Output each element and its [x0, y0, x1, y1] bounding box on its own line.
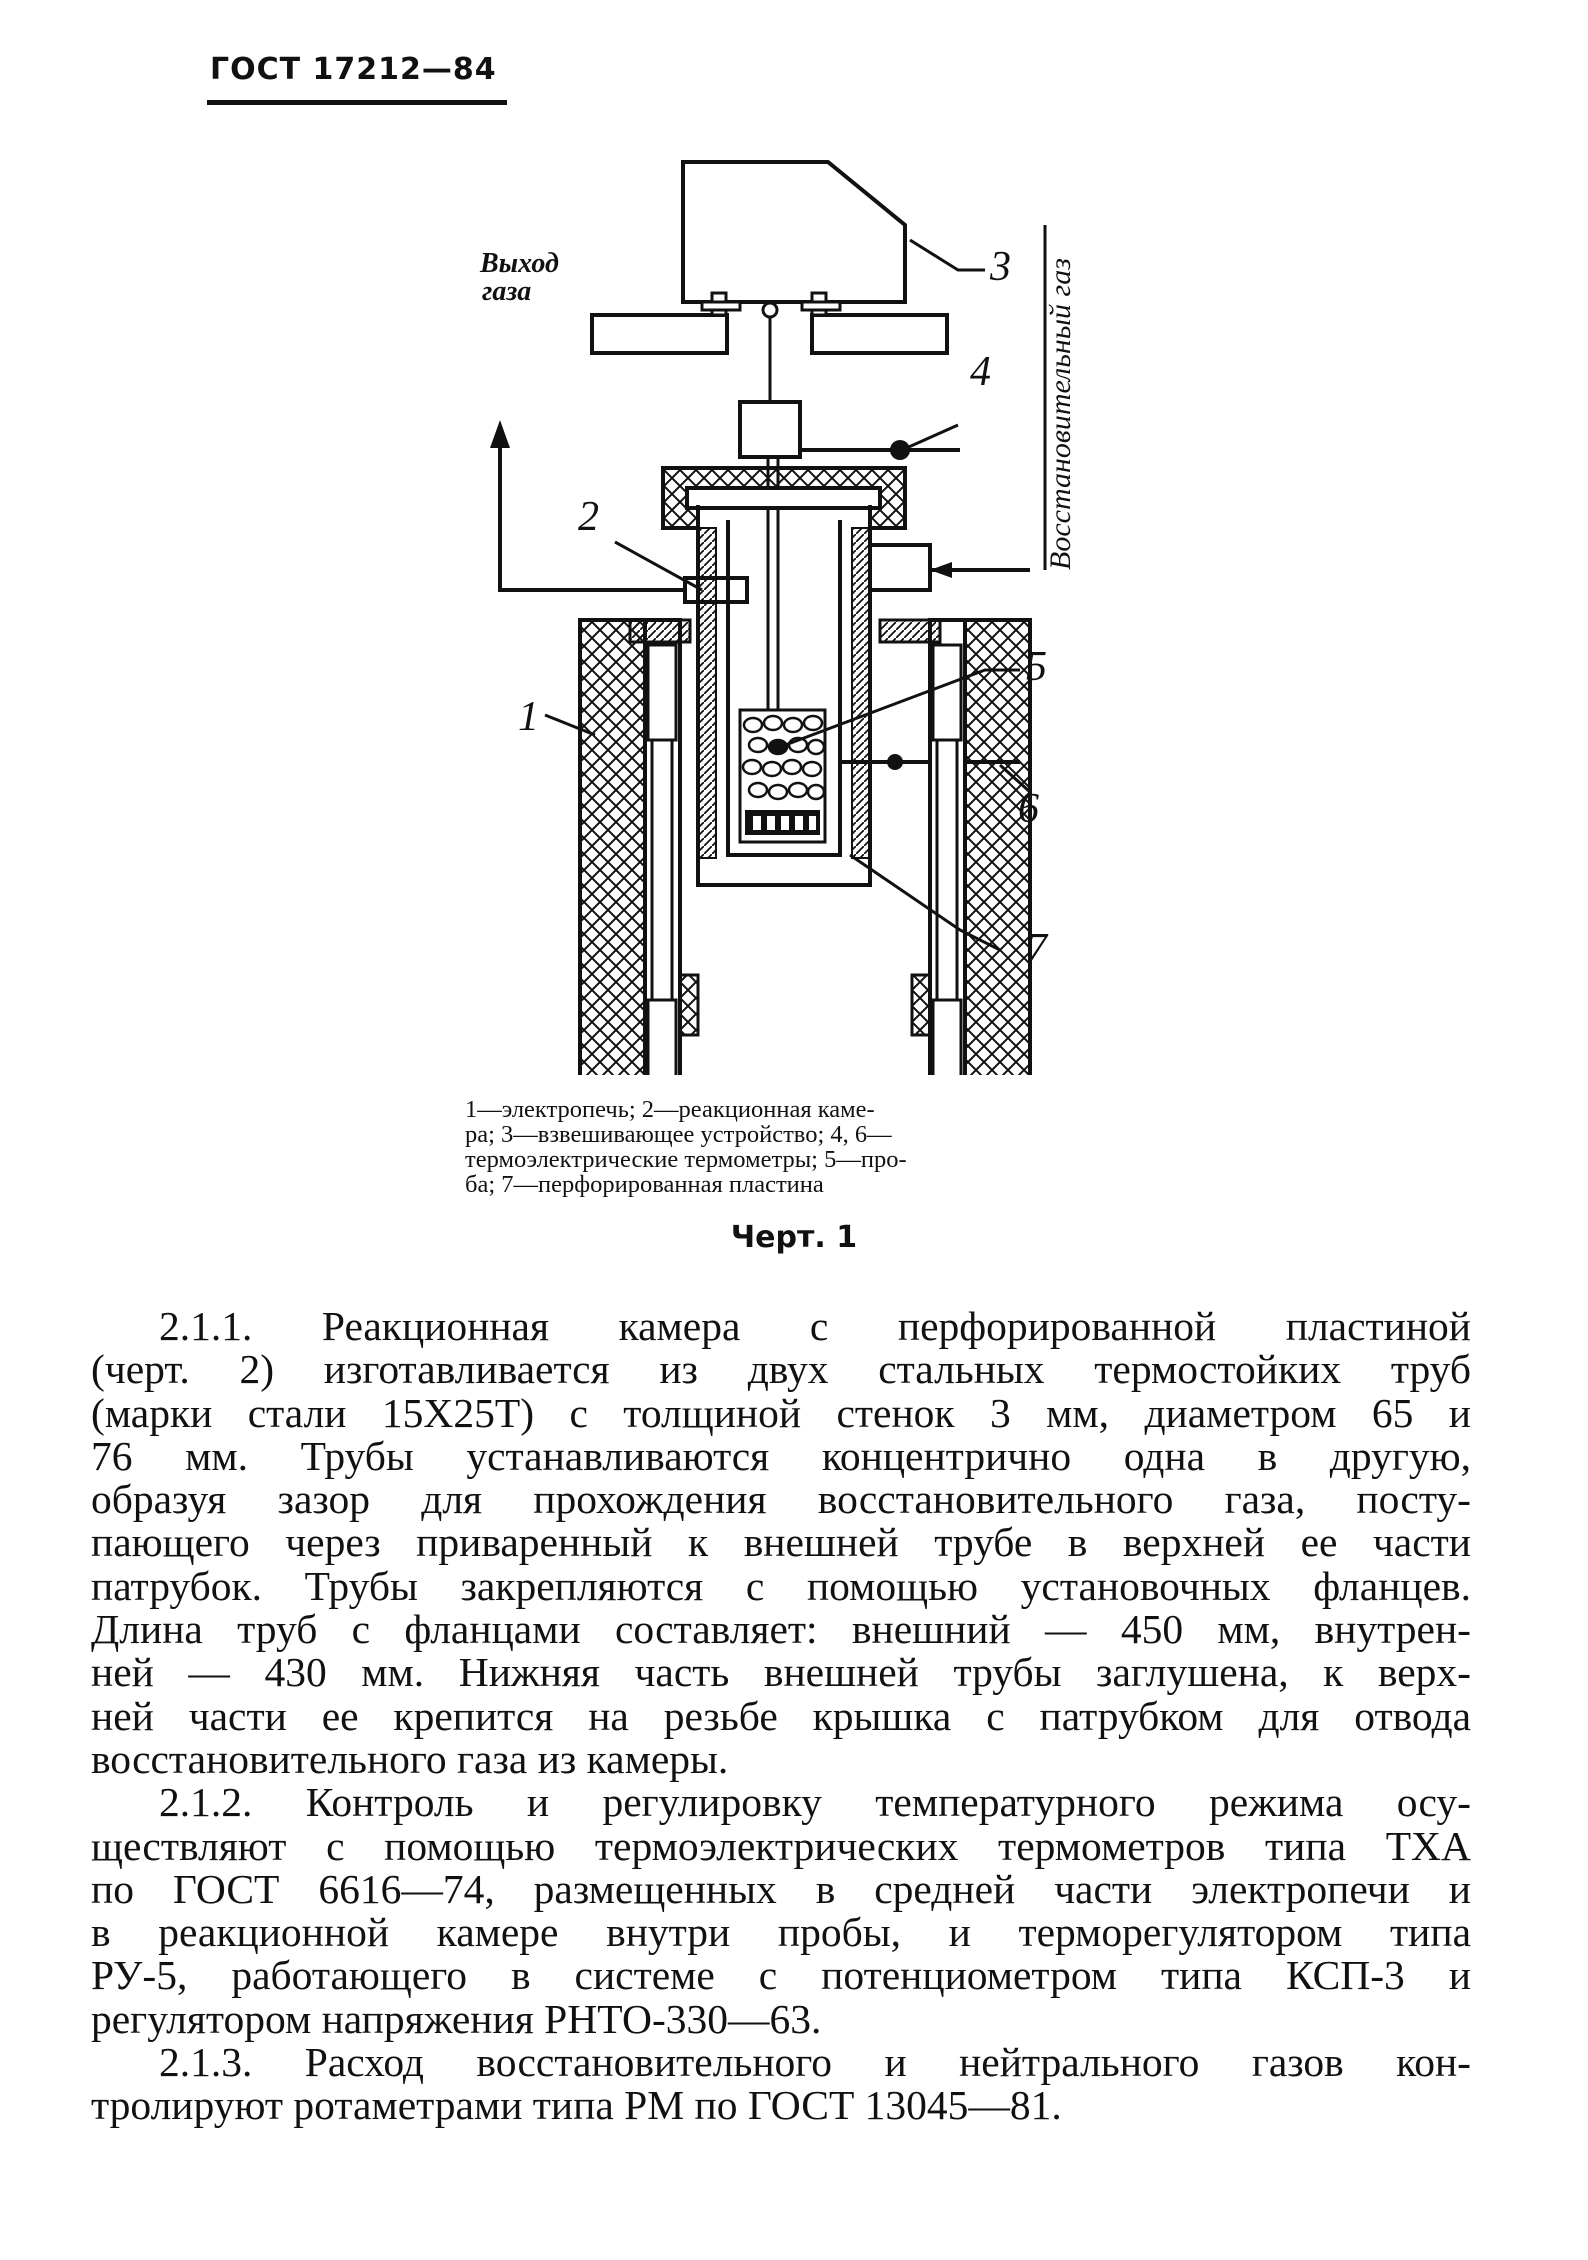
label-4: 4	[970, 349, 991, 395]
text-line: патрубок. Трубы закрепляются с помощью установочных фланцев.	[91, 1562, 1471, 1609]
electric-furnace	[580, 620, 1030, 1075]
text-line: тролируют ротаметрами типа РМ по ГОСТ 13045—81.	[91, 2082, 1062, 2129]
perforated-plate	[745, 810, 820, 835]
label-3: 3	[990, 244, 1011, 290]
label-5: 5	[1026, 644, 1047, 690]
label-reducing-gas: Восстановительный газ	[1044, 258, 1077, 570]
label-1: 1	[518, 694, 539, 740]
caption-line: ба; 7—перфорированная пластина	[465, 1171, 824, 1198]
text-line: (черт. 2) изготавливается из двух стальных термостойких труб	[91, 1346, 1471, 1393]
figure-title: Черт. 1	[730, 1220, 858, 1255]
paragraph-2-1-2	[91, 1781, 1471, 2041]
thermocouple-4	[800, 440, 960, 460]
text-line: 2.1.3. Расход восстановительного и нейтрального газов кон-	[159, 2039, 1471, 2086]
label-6: 6	[1018, 786, 1039, 832]
suspension-wire	[768, 317, 778, 750]
document-header: ГОСТ 17212—84	[210, 52, 497, 87]
body-text	[91, 1305, 1471, 2128]
text-line: ней части ее крепится на резьбе крышка с патрубком для отвода	[91, 1692, 1471, 1739]
label-7: 7	[1026, 926, 1047, 972]
label-gas-out-line2: газа	[482, 276, 532, 307]
text-line: 76 мм. Трубы устанавливаются концентрично одна в другую,	[91, 1432, 1471, 1479]
text-line: восстановительного газа из камеры.	[91, 1735, 729, 1782]
text-line: образуя зазор для прохождения восстановительного газа, посту-	[91, 1476, 1471, 1523]
caption-line: ра; 3—взвешивающее устройство; 4, 6—	[465, 1121, 892, 1148]
text-line: пающего через приваренный к внешней трубе в верхней ее части	[91, 1519, 1471, 1566]
text-line: по ГОСТ 6616—74, размещенных в средней части электропечи и	[91, 1865, 1471, 1912]
text-line: РУ-5, работающего в системе с потенциометром типа КСП-3 и	[91, 1952, 1471, 1999]
paragraph-2-1-3	[91, 2041, 1471, 2128]
text-line: в реакционной камере внутри пробы, и терморегулятором типа	[91, 1909, 1471, 1956]
caption-line: 1—электропечь; 2—реакционная каме-	[465, 1096, 875, 1123]
text-line: 2.1.2. Контроль и регулировку температурного режима осу-	[159, 1779, 1471, 1826]
text-line: регулятором напряжения РНТО-330—63.	[91, 1995, 822, 2042]
text-line: (марки стали 15Х25Т) с толщиной стенок 3 мм, диаметром 65 и	[91, 1389, 1471, 1436]
label-2: 2	[578, 494, 599, 540]
text-line: ществляют с помощью термоэлектрических термометров типа ТХА	[91, 1822, 1471, 1869]
text-line: 2.1.1. Реакционная камера с перфорированной пластиной	[159, 1303, 1471, 1349]
text-line: ней — 430 мм. Нижняя часть внешней трубы заглушена, к верх-	[91, 1649, 1471, 1696]
label-gas-out-line1: Выход	[480, 248, 559, 279]
header-underline	[207, 100, 507, 105]
paragraph-2-1-1	[91, 1305, 1471, 1781]
figure-caption	[465, 1097, 1105, 1197]
figure-1-diagram	[440, 150, 1160, 1075]
text-line: Длина труб с фланцами составляет: внешний — 450 мм, внутрен-	[91, 1606, 1471, 1653]
caption-line: термоэлектрические термометры; 5—про-	[465, 1146, 907, 1173]
weighing-device	[683, 162, 905, 302]
gas-inlet-pipe	[870, 545, 1030, 590]
